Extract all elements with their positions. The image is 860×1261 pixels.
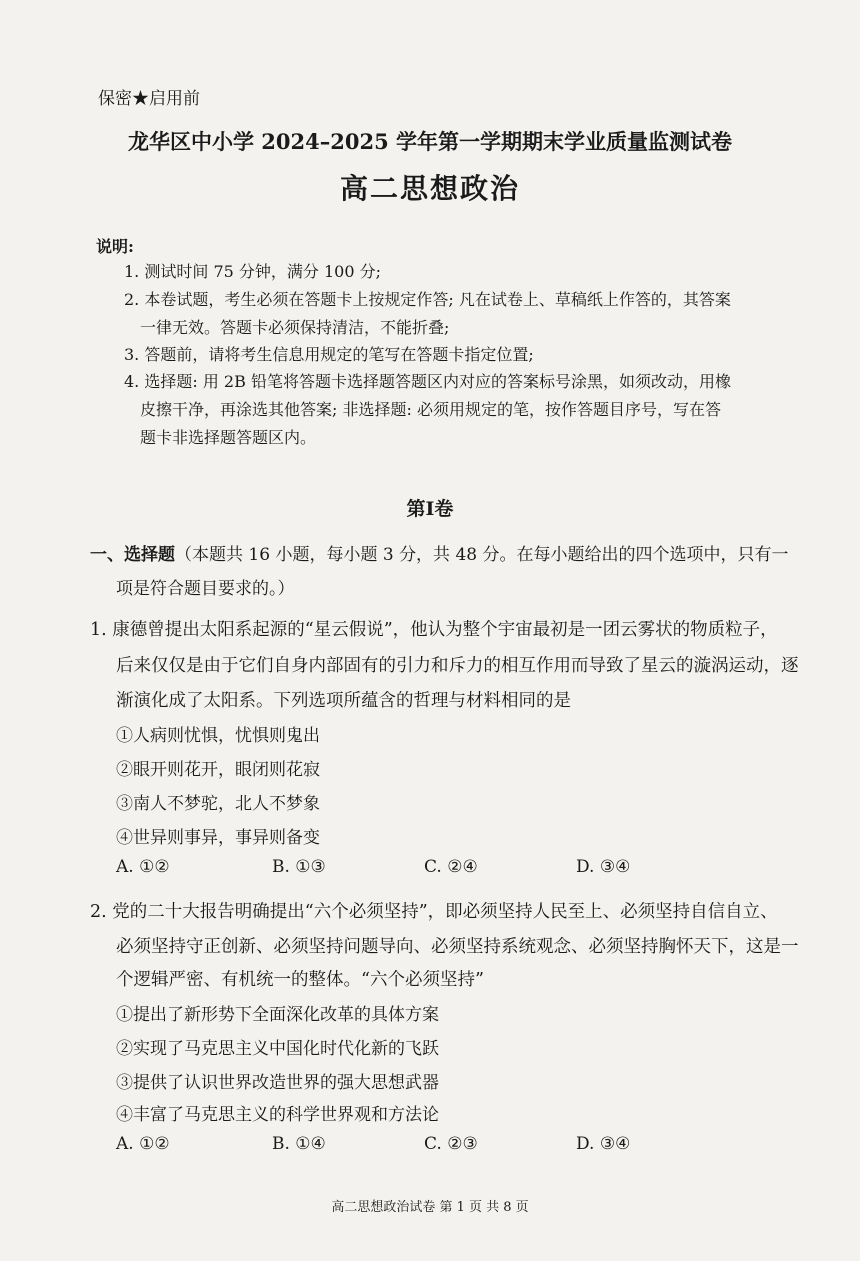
- note-item-1: 1. 测试时间 75 分钟，满分 100 分;: [124, 262, 381, 281]
- question-1-choice-c: C. ②④: [424, 857, 478, 877]
- question-2-line-1: 2. 党的二十大报告明确提出“六个必须坚持”，即必须坚持人民至上、必须坚持自信自立、: [90, 902, 778, 922]
- part-title: 第Ⅰ卷: [406, 498, 454, 520]
- section-heading-line: [90, 540, 789, 565]
- note-item-3: 3. 答题前，请将考生信息用规定的笔写在答题卡指定位置;: [124, 345, 534, 364]
- exam-title: 龙华区中小学 2024–2025 学年第一学期期末学业质量监测试卷: [127, 129, 732, 154]
- question-1-statement-3: ③南人不梦驼，北人不梦象: [116, 794, 320, 814]
- question-1-line-1: 1. 康德曾提出太阳系起源的“星云假说”，他认为整个宇宙最初是一团云雾状的物质粒子，: [90, 620, 778, 640]
- confidential-label: 保密★启用前: [98, 89, 200, 109]
- question-1-line-2: 后来仅仅是由于它们自身内部固有的引力和斥力的相互作用而导致了星云的漩涡运动，逐: [116, 656, 799, 676]
- note-item-2: 2. 本卷试题，考生必须在答题卡上按规定作答; 凡在试卷上、草稿纸上作答的，其答案: [124, 290, 731, 309]
- question-2-choice-c: C. ②③: [424, 1134, 478, 1154]
- question-2-statement-4: ④丰富了马克思主义的科学世界观和方法论: [116, 1105, 439, 1125]
- question-1-statement-1: ①人病则忧惧，忧惧则鬼出: [116, 726, 320, 746]
- question-1-line-3: 渐演化成了太阳系。下列选项所蕴含的哲理与材料相同的是: [116, 691, 571, 711]
- note-item-4: 4. 选择题: 用 2B 铅笔将答题卡选择题答题区内对应的答案标号涂黑，如须改动，用橡: [124, 372, 731, 391]
- page-footer: 高二思想政治试卷 第 1 页 共 8 页: [331, 1200, 529, 1215]
- question-2-statement-3: ③提供了认识世界改造世界的强大思想武器: [116, 1073, 439, 1093]
- question-2-statement-2: ②实现了马克思主义中国化时代化新的飞跃: [116, 1039, 439, 1059]
- question-1-choice-a: A. ①②: [116, 857, 170, 877]
- notes-label: 说明:: [96, 237, 134, 256]
- question-1-statement-2: ②眼开则花开，眼闭则花寂: [116, 760, 320, 780]
- question-2-choice-a: A. ①②: [116, 1134, 170, 1154]
- question-2-statement-1: ①提出了新形势下全面深化改革的具体方案: [116, 1005, 439, 1025]
- question-2-choice-d: D. ③④: [576, 1134, 631, 1154]
- question-2-line-2: 必须坚持守正创新、必须坚持问题导向、必须坚持系统观念、必须坚持胸怀天下，这是一: [116, 937, 799, 957]
- subject-title: 高二思想政治: [339, 172, 520, 205]
- note-item-4-cont2: 题卡非选择题答题区内。: [140, 428, 317, 447]
- section-heading: 一、选择题: [90, 545, 175, 565]
- question-1-choice-d: D. ③④: [576, 857, 631, 877]
- question-1-choice-b: B. ①③: [272, 857, 326, 877]
- note-item-4-cont: 皮擦干净，再涂选其他答案; 非选择题: 必须用规定的笔，按作答题目序号，写在答: [140, 400, 721, 419]
- question-2-choice-b: B. ①④: [272, 1134, 326, 1154]
- question-2-line-3: 个逻辑严密、有机统一的整体。“六个必须坚持”: [116, 970, 484, 990]
- note-item-2-cont: 一律无效。答题卡必须保持清洁，不能折叠;: [140, 318, 450, 337]
- section-instructions: （本题共 16 小题，每小题 3 分，共 48 分。在每小题给出的四个选项中，只有一: [175, 545, 789, 565]
- question-1-statement-4: ④世异则事异，事异则备变: [116, 828, 320, 848]
- section-instructions-cont: 项是符合题目要求的。）: [116, 579, 295, 599]
